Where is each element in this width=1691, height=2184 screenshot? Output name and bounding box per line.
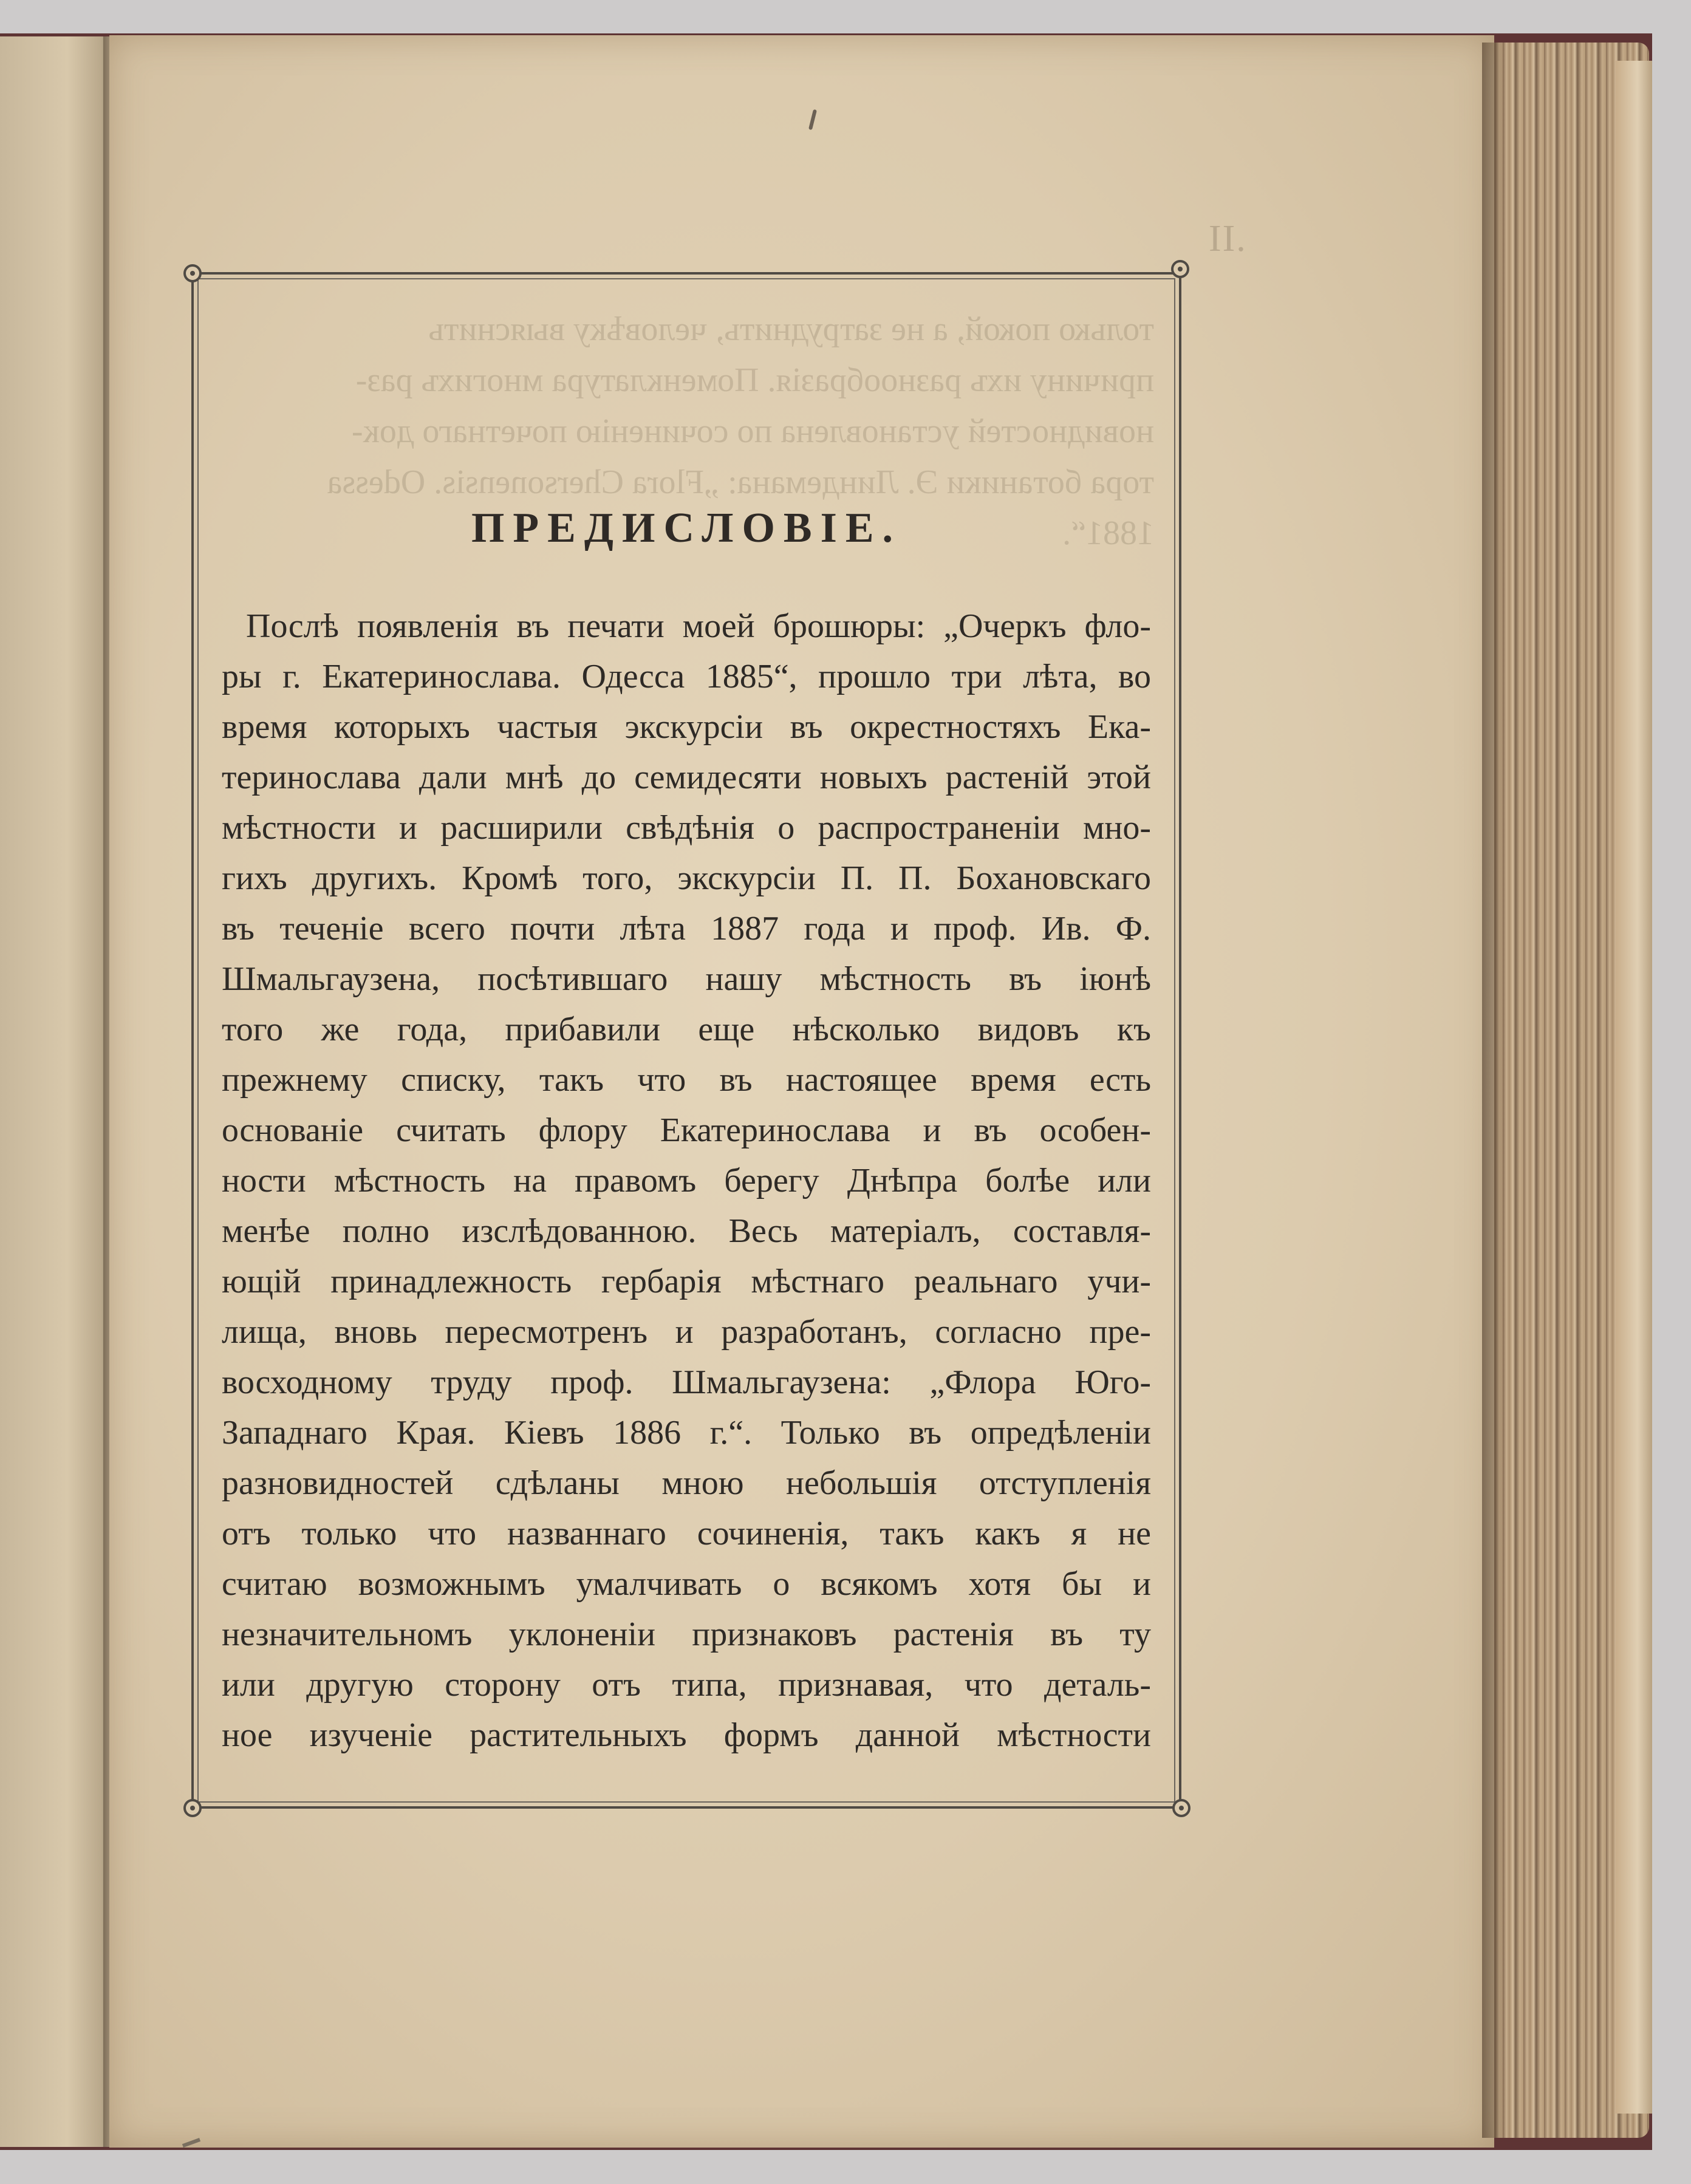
show-through-line: тора ботаники Э. Линдемана: „Flora Chersonensis. Odessa (327, 463, 1154, 501)
text-line: ное изученіе растительныхъ формъ данной мѣстности (222, 1716, 1151, 1754)
preface-text (222, 601, 1151, 1761)
show-through-line: только покой, а не затруднить, человѣку выяснить (428, 310, 1154, 348)
frame-corner-ornament (183, 1799, 202, 1817)
show-through-line: 1881“. (1062, 514, 1154, 552)
left-page (0, 36, 112, 2147)
text-line: менѣе полно изслѣдованною. Весь матеріалъ, составля- (222, 1212, 1151, 1250)
frame-corner-ornament (1171, 260, 1189, 278)
text-line: ры г. Екатеринослава. Одесса 1885“, прошло три лѣта, во (222, 658, 1151, 695)
text-line: лища, вновь пересмотренъ и разработанъ, согласно пре- (222, 1313, 1151, 1351)
text-line: ности мѣстность на правомъ берегу Днѣпра болѣе или (222, 1162, 1151, 1199)
text-line: мѣстности и расширили свѣдѣнія о распространеніи мно- (222, 809, 1151, 847)
text-line: или другую сторону отъ типа, признавая, что деталь- (222, 1666, 1151, 1704)
text-line: отъ только что названнаго сочиненія, такъ какъ я не (222, 1515, 1151, 1552)
edge-shadow (1482, 43, 1506, 2138)
text-line: Послѣ появленія въ печати моей брошюры: „Очеркъ фло- (246, 607, 1151, 645)
text-line: того же года, прибавили еще нѣсколько видовъ къ (222, 1011, 1151, 1048)
text-line: въ теченіе всего почти лѣта 1887 года и проф. Ив. Ф. (222, 910, 1151, 947)
text-line: восходному труду проф. Шмальгаузена: „Флора Юго- (222, 1363, 1151, 1401)
pencil-mark (808, 109, 817, 130)
text-line: время которыхъ частыя экскурсіи въ окрестностяхъ Ека- (222, 708, 1151, 746)
text-line: Западнаго Края. Кіевъ 1886 г.“. Только въ опредѣленіи (222, 1414, 1151, 1452)
text-line: теринослава дали мнѣ до семидесяти новыхъ растеній этой (222, 759, 1151, 796)
show-through-page-number: II. (1209, 218, 1247, 259)
text-line: прежнему списку, такъ что въ настоящее время есть (222, 1061, 1151, 1099)
text-line: гихъ другихъ. Кромѣ того, экскурсіи П. П. Бохановскаго (222, 859, 1151, 897)
text-line: основаніе считать флору Екатеринослава и въ особен- (222, 1111, 1151, 1149)
page-title: ПРЕДИСЛОВІЕ. (471, 505, 902, 551)
text-line: считаю возможнымъ умалчивать о всякомъ хотя бы и (222, 1565, 1151, 1603)
text-line: ющій принадлежность гербарія мѣстнаго реальнаго учи- (222, 1263, 1151, 1300)
frame-corner-ornament (183, 264, 202, 282)
text-line: разновидностей сдѣланы мною небольшія отступленія (222, 1464, 1151, 1502)
text-line: незначительномъ уклоненіи признаковъ растенія въ ту (222, 1616, 1151, 1653)
page-edge-strip (1616, 61, 1652, 2114)
text-line: Шмальгаузена, посѣтившаго нашу мѣстность въ іюнѣ (222, 960, 1151, 998)
frame-corner-ornament (1172, 1799, 1191, 1817)
show-through-line: причину ихъ разнообразія. Поменклатура многихъ раз- (355, 361, 1154, 399)
show-through-line: новидностей установлена по сочиненію почетнаго док- (351, 412, 1154, 450)
